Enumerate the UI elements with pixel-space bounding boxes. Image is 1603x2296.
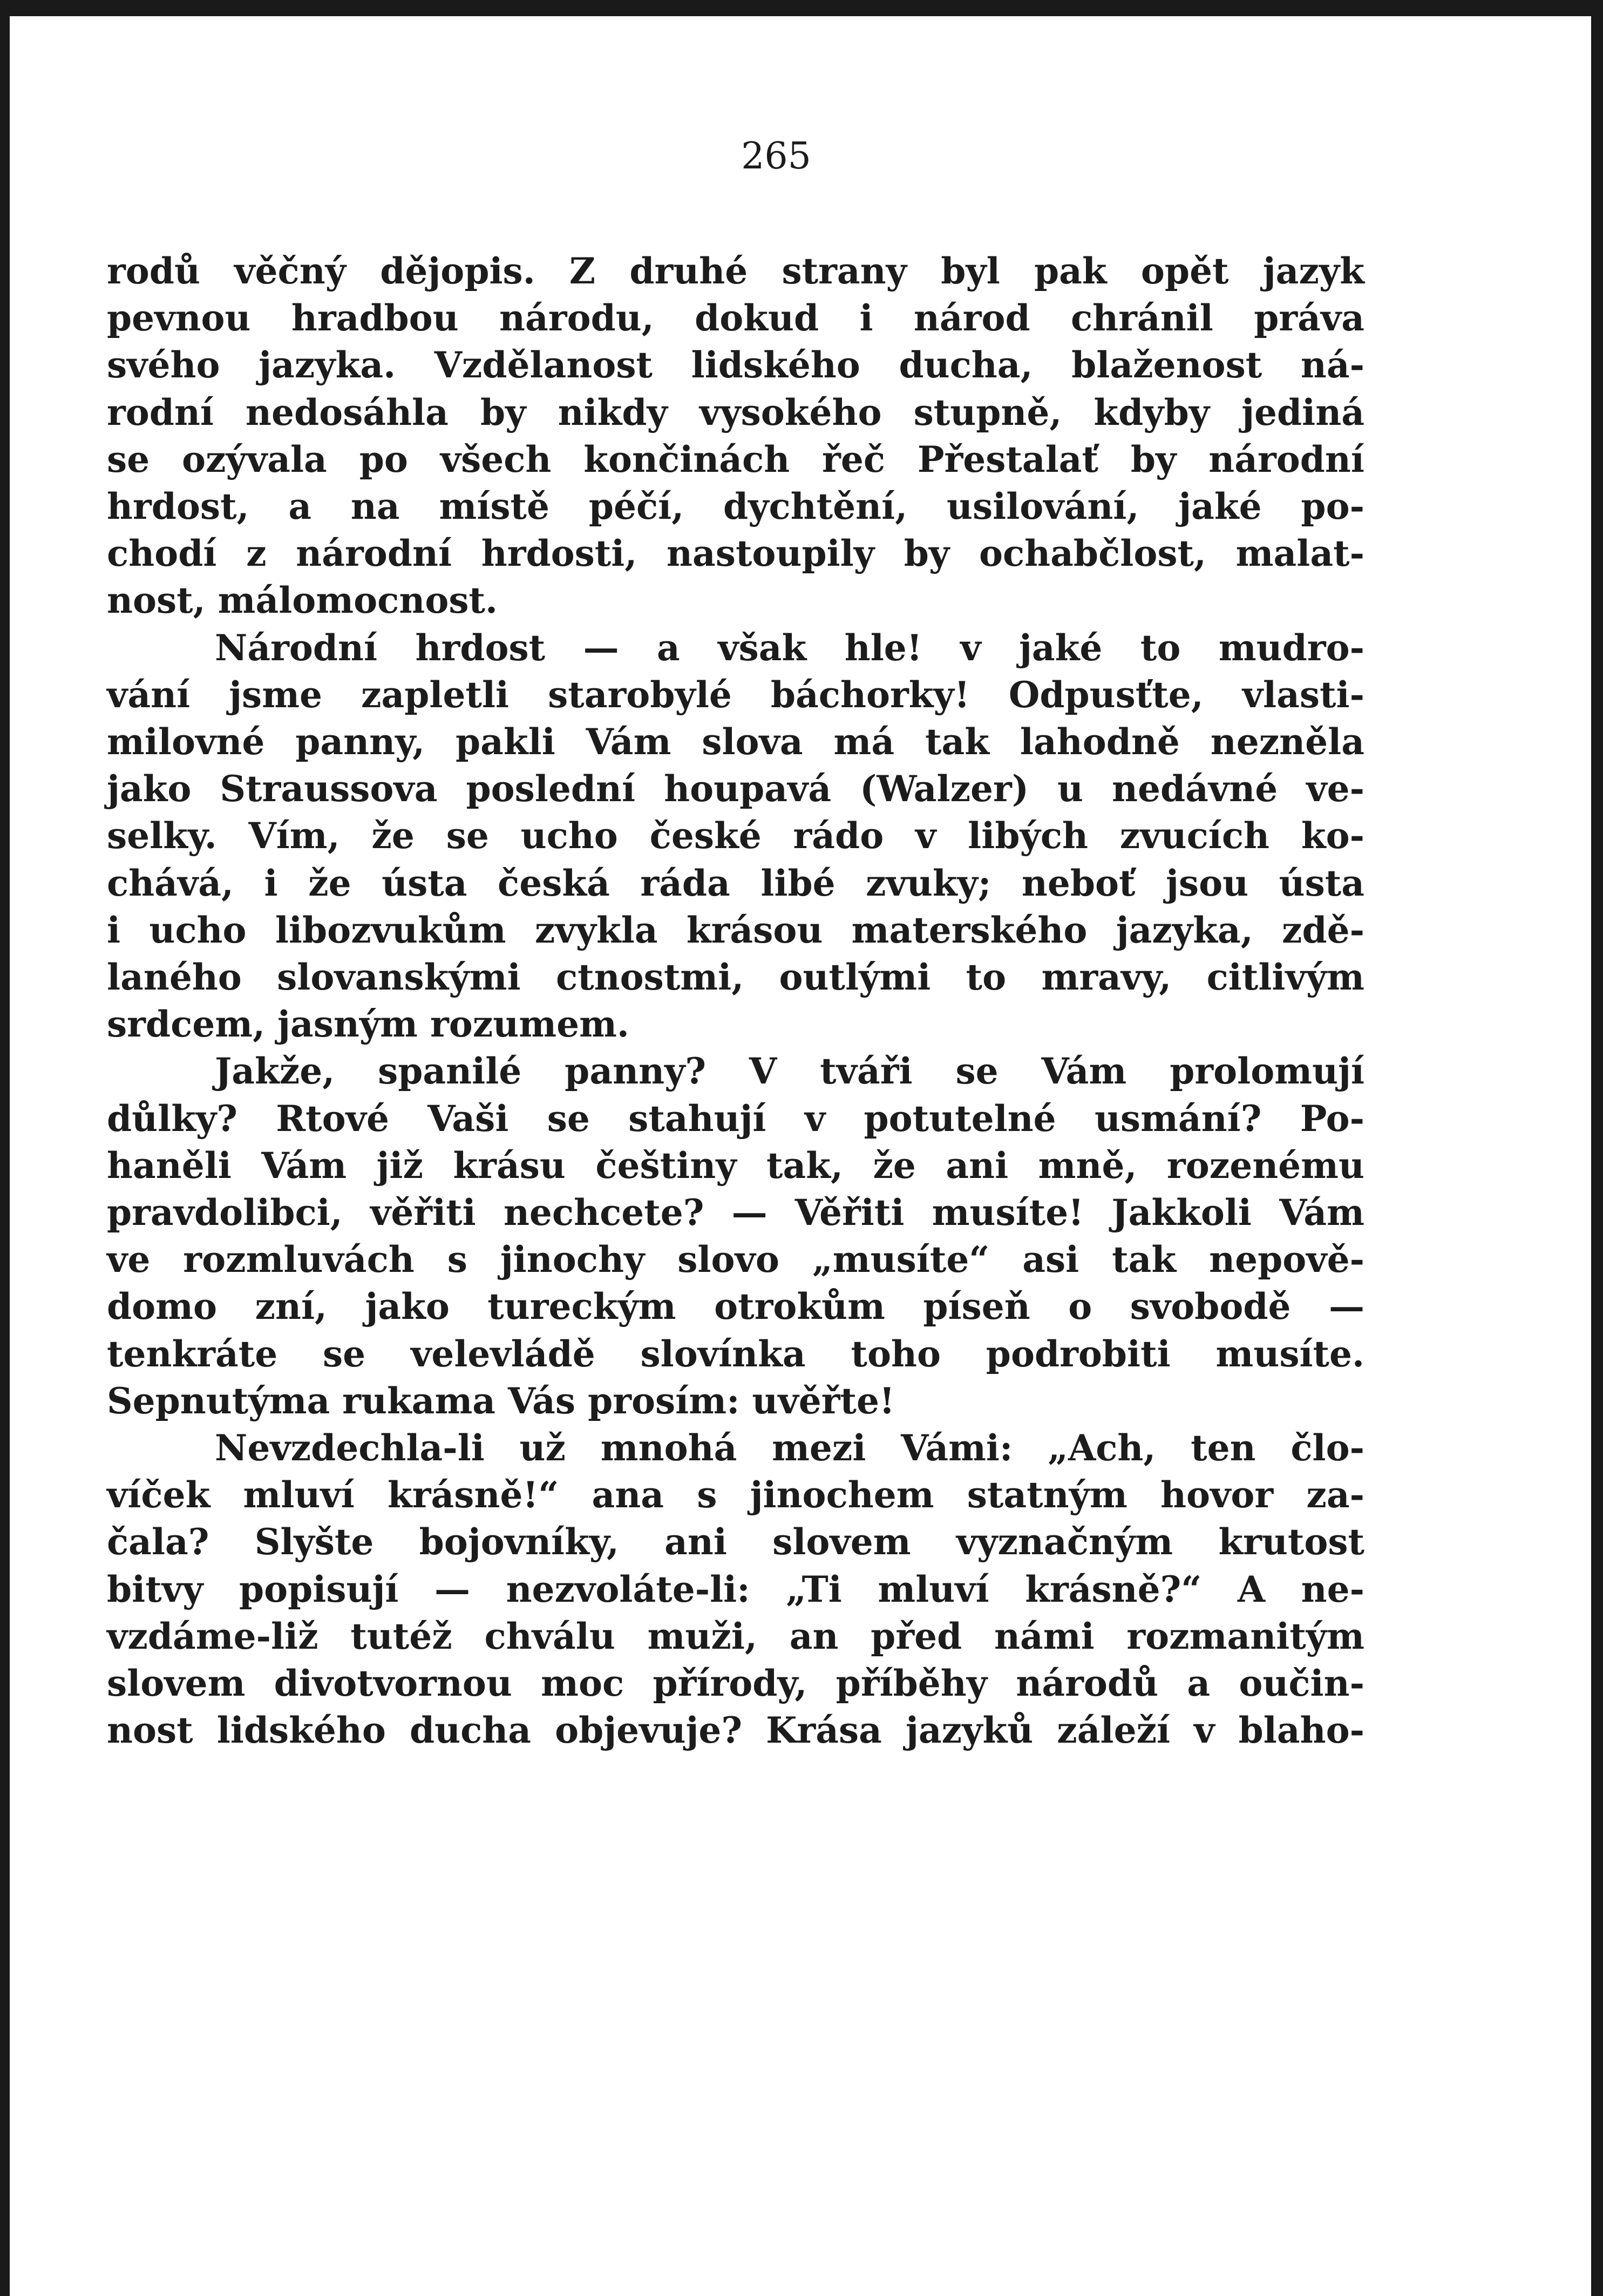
text-line: Nevzdechla-li už mnohá mezi Vámi: „Ach, ten člo- (215, 1427, 1364, 1469)
text-line: pevnou hradbou národu, dokud i národ chránil práva (107, 297, 1364, 340)
text-line: se ozývala po všech končinách řeč Přestalať by národní (107, 438, 1364, 480)
text-line: hrdost, a na místě péčí, dychtění, usilování, jaké po- (107, 485, 1364, 528)
text-line: svého jazyka. Vzdělanost lidského ducha, blaženost ná- (107, 344, 1364, 387)
text-line: bitvy popisují — nezvoláte-li: „Ti mluví krásně?“ A ne- (107, 1568, 1364, 1610)
text-line: Jakže, spanilé panny? V tváři se Vám prolomují (215, 1050, 1364, 1093)
text-line: laného slovanskými ctnostmi, outlými to mravy, citlivým (107, 956, 1364, 999)
text-line: haněli Vám již krásu češtiny tak, že ani mně, rozenému (107, 1144, 1364, 1187)
text-line: nost lidského ducha objevuje? Krása jazyků záleží v blaho- (107, 1709, 1364, 1752)
text-line: jako Straussova poslední houpavá (Walzer) u nedávné ve- (107, 768, 1364, 810)
text-line: víček mluví krásně!“ ana s jinochem statným hovor za- (107, 1474, 1364, 1516)
scan-border-top (0, 0, 1603, 16)
text-line: rodů věčný dějopis. Z druhé strany byl pak opět jazyk (107, 250, 1364, 292)
text-line: srdcem, jasným rozumem. (107, 1003, 629, 1046)
text-line: vzdáme-liž tutéž chválu muži, an před námi rozmanitým (107, 1615, 1364, 1657)
text-line: důlky? Rtové Vaši se stahují v potutelné usmání? Po- (107, 1097, 1364, 1140)
text-line: čala? Slyšte bojovníky, ani slovem vyznačným krutost (107, 1521, 1364, 1563)
text-line: chodí z národní hrdosti, nastoupily by ochabčlost, malat- (107, 532, 1364, 575)
text-line: milovné panny, pakli Vám slova má tak lahodně nezněla (107, 721, 1364, 763)
text-line: nost, málomocnost. (107, 579, 498, 622)
text-line: Sepnutýma rukama Vás prosím: uvěřte! (107, 1379, 895, 1422)
text-line: slovem divotvornou moc přírody, příběhy národů a oučin- (107, 1662, 1364, 1705)
text-line: chává, i že ústa česká ráda libé zvuky; neboť jsou ústa (107, 862, 1364, 904)
scan-border-left (0, 0, 10, 2296)
book-page (107, 135, 1364, 1755)
text-line: tenkráte se velevládě slovínka toho podrobiti musíte. (107, 1332, 1364, 1375)
text-line: ve rozmluvách s jinochy slovo „musíte“ asi tak nepově- (107, 1238, 1364, 1281)
page-body (107, 248, 1364, 1755)
page-number: 265 (741, 135, 811, 178)
text-line: selky. Vím, že se ucho české rádo v libých zvucích ko- (107, 815, 1364, 857)
text-line: rodní nedosáhla by nikdy vysokého stupně, kdyby jediná (107, 391, 1364, 434)
text-line: pravdolibci, věřiti nechcete? — Věřiti musíte! Jakkoli Vám (107, 1191, 1364, 1234)
scan-border-right (1591, 0, 1603, 2296)
text-line: Národní hrdost — a však hle! v jaké to mudro- (215, 626, 1364, 669)
text-line: domo zní, jako tureckým otrokům píseň o svobodě — (107, 1285, 1364, 1328)
text-line: i ucho libozvukům zvykla krásou materského jazyka, zdě- (107, 909, 1364, 951)
text-line: vání jsme zapletli starobylé báchorky! Odpusťte, vlasti- (107, 673, 1364, 716)
